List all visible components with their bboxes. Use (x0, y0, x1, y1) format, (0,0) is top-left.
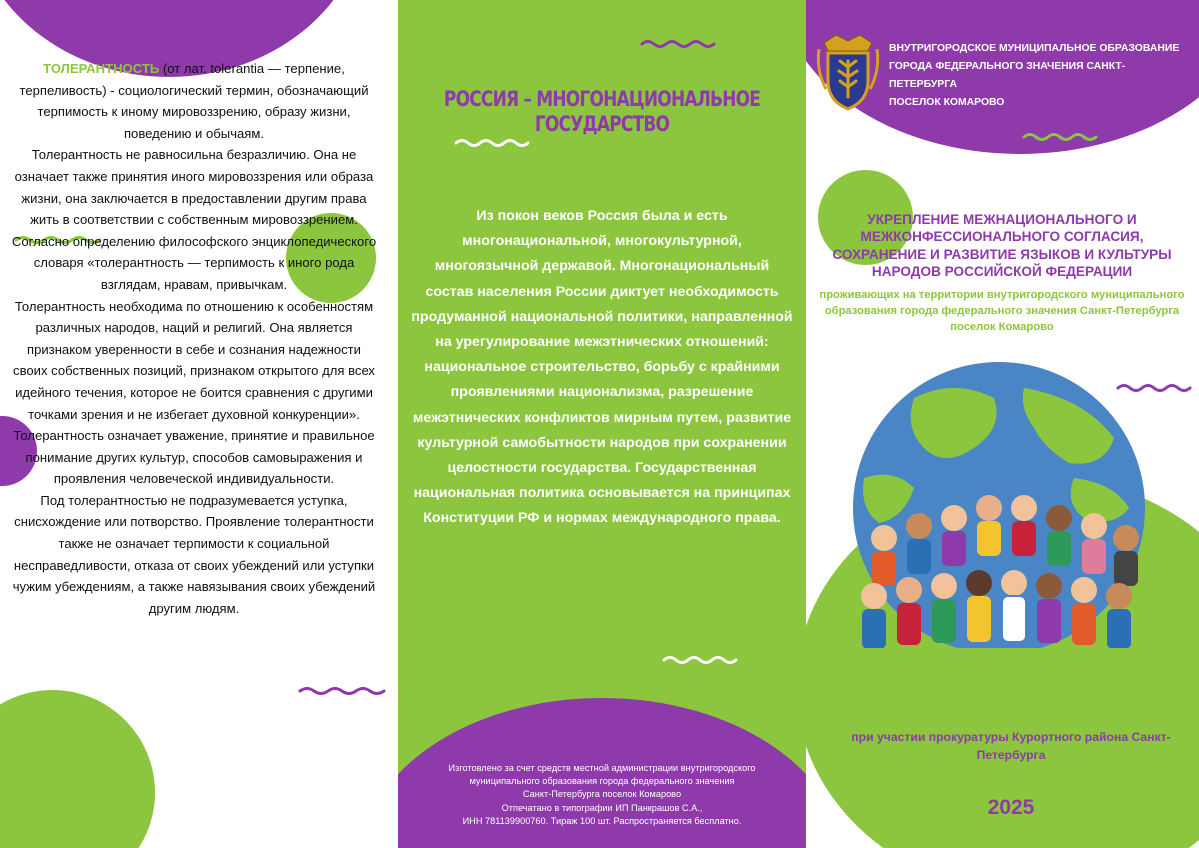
green-wave-decoration (1022, 132, 1104, 142)
tolerance-article (10, 58, 378, 619)
publication-year: 2025 (987, 796, 1035, 819)
prosecutor-participation: при участии прокуратуры Курортного района Санкт-Петербурга (851, 730, 1171, 762)
white-wave-decoration (662, 655, 738, 665)
tolerance-paragraph: Толерантность не равносильна безразличию. Она не означает также принятия иного мировоззрения или образа жизни, она заключается в предоставлении другим права жить в соответствии с собственным мировоззрением. (14, 147, 374, 228)
brochure-subtitle: проживающих на территории внутригородского муниципального образования города федерального значения Санкт-Петербурга поселок Комарово (819, 289, 1185, 333)
purple-wave-decoration (640, 39, 716, 49)
purple-wave-decoration (298, 686, 390, 696)
tolerance-paragraph: Согласно определению философского энциклопедического словаря «толерантность — терпимость к иного рода взглядам, нравам, привычкам. (11, 233, 377, 292)
municipality-name: ВНУТРИГОРОДСКОЕ МУНИЦИПАЛЬНОЕ ОБРАЗОВАНИЕ ГОРОДА ФЕДЕРАЛЬНОГО ЗНАЧЕНИЯ САНКТ-ПЕТЕРБУРГА ПОСЕЛОК КОМАРОВО (889, 43, 1180, 108)
green-circle-bottom (0, 690, 155, 848)
middle-panel (398, 0, 806, 848)
right-panel (806, 0, 1199, 848)
tolerance-paragraph: Толерантность означает уважение, принятие и правильное понимание других культур, способов самовыражения и проявления человеческой индивидуальности. (13, 428, 375, 487)
russia-title: РОССИЯ – МНОГОНАЦИОНАЛЬНОЕ ГОСУДАРСТВО (443, 87, 761, 137)
russia-body-text: Из покон веков Россия была и есть многонациональной, многокультурной, многоязычной державой. Многонациональный состав населения России диктует необходимость продуманной национальной политики, направленной на урегулирование межэтнических отношений: национальное строительство, борьбу с крайними проявлениями национализма, разрешение межэтнических конфликтов мирным путем, развитие культурной самобытности народов при сохранении целостности государства. Государственная национальная политика основывается на принципах Конституции РФ и нормах международного права. (411, 208, 793, 527)
globe-people-illustration (844, 358, 1154, 688)
tolerance-paragraph: Под толерантностью не подразумевается уступка, снисхождение или потворство. Проявление толерантности также не означает терпимости к социальной несправедливости, отказа от своих убеждений или уступки чужим убеждениям, а также навязывания своих убеждений другим людям. (12, 492, 376, 616)
white-wave-decoration (454, 138, 530, 148)
tolerance-paragraph: Толерантность необходима по отношению к особенностям различных народов, наций и религий. Она является признаком уверенности в себе и сознания надежности своих собственных позиций, признаком открытого для всех идейного течения, которое не боится сравнения с другими точками зрения и не избегает духовной конкуренции». (13, 298, 375, 422)
tolerance-term: ТОЛЕРАНТНОСТЬ (43, 61, 160, 76)
print-info: Изготовлено за счет средств местной администрации внутригородского муниципального образования города федерального значения Санкт-Петербурга поселок Комарово Отпечатано в типографии ИП Панкрашов С.А., ИНН 781139900760. Тираж 100 шт. Распространяется бесплатно. (448, 763, 756, 826)
left-panel (0, 0, 398, 848)
brochure-main-title: УКРЕПЛЕНИЕ МЕЖНАЦИОНАЛЬНОГО И МЕЖКОНФЕССИОНАЛЬНОГО СОГЛАСИЯ, СОХРАНЕНИЕ И РАЗВИТИЕ ЯЗЫКОВ И КУЛЬТУРЫ НАРОДОВ РОССИЙСКОЙ ФЕДЕРАЦИИ (832, 212, 1172, 280)
tolerance-definition: ТОЛЕРАНТНОСТЬ (от лат. tolerantia — терпение, терпеливость) - социологический термин, обозначающий терпимость к иному мировоззрению, образу жизни, поведению и обычаям. (19, 61, 369, 141)
coat-of-arms-icon (814, 31, 882, 111)
